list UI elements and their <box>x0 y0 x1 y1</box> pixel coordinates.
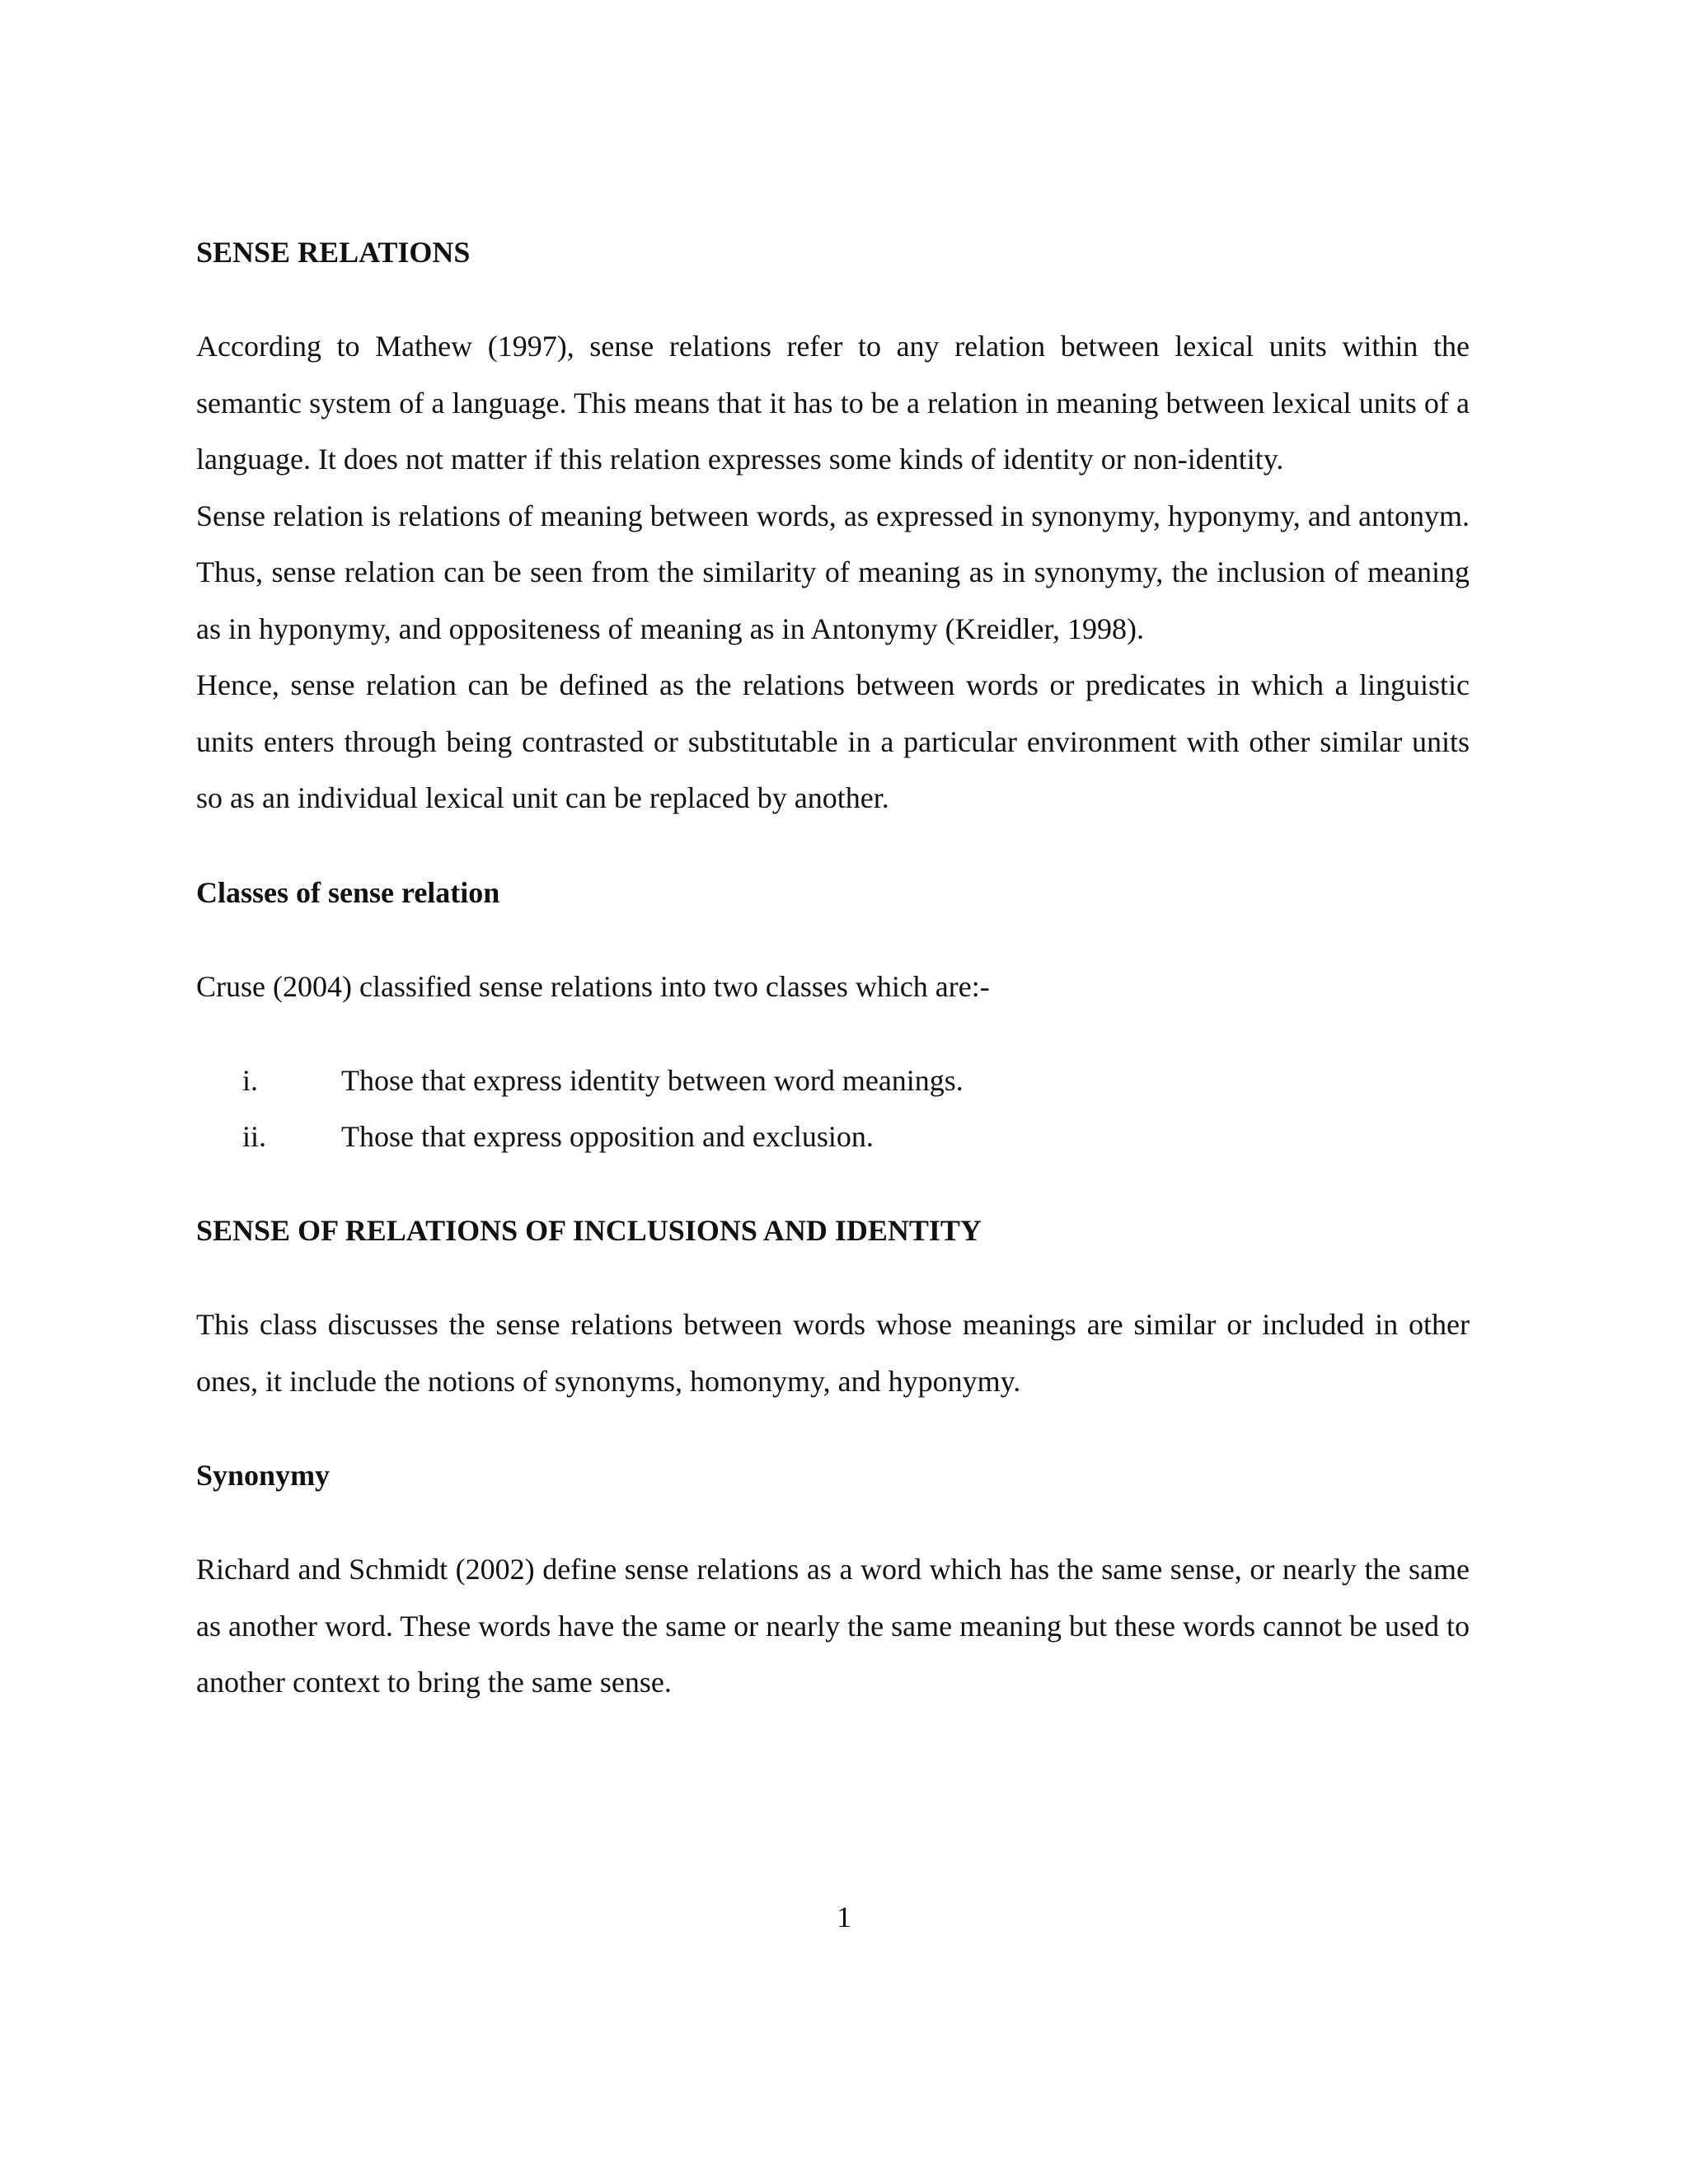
synonymy-heading: Synonymy <box>196 1459 331 1492</box>
synonymy-paragraph: Richard and Schmidt (2002) define sense relations as a word which has the same sense, or nearly the same as another word. These words have the same or nearly the same meaning but these words cannot be used to another context to bring the same sense. <box>196 1553 1470 1699</box>
spacer <box>196 280 1470 318</box>
list-marker: ii. <box>242 1120 267 1153</box>
spacer <box>196 827 1470 865</box>
list-item <box>196 1108 1470 1165</box>
spacer <box>196 1015 1470 1052</box>
list-item-text: Those that express opposition and exclusion. <box>341 1120 874 1153</box>
spacer <box>196 921 1470 958</box>
intro-paragraph-2: Sense relation is relations of meaning between words, as expressed in synonymy, hyponymy, and antonym. Thus, sense relation can be seen from the similarity of meaning as in synonymy, the inclusion of meaning as in hyponymy, and oppositeness of meaning as in Antonymy (Kreidler, 1998). <box>196 499 1470 645</box>
page-number: 1 <box>837 1900 851 1933</box>
spacer <box>196 1258 1470 1296</box>
spacer <box>196 1409 1470 1447</box>
list-item-text: Those that express identity between word meanings. <box>341 1064 964 1097</box>
list-item <box>196 1052 1470 1108</box>
document-body <box>196 224 1470 1711</box>
spacer <box>196 1503 1470 1541</box>
classes-list <box>196 1052 1470 1165</box>
list-marker: i. <box>242 1064 259 1097</box>
classes-intro: Cruse (2004) classified sense relations into two classes which are:- <box>196 969 990 1003</box>
main-heading: SENSE RELATIONS <box>196 236 471 269</box>
classes-heading: Classes of sense relation <box>196 875 500 909</box>
intro-paragraph-1: According to Mathew (1997), sense relations refer to any relation between lexical units within the semantic system of a language. This means that it has to be a relation in meaning between lexical units of a language. It does not matter if this relation expresses some kinds of identity or non-identity. <box>196 330 1470 476</box>
inclusion-paragraph: This class discusses the sense relations between words whose meanings are similar or included in other ones, it include the notions of synonyms, homonymy, and hyponymy. <box>196 1308 1470 1398</box>
intro-paragraph-3: Hence, sense relation can be defined as the relations between words or predicates in which a linguistic units enters through being contrasted or substitutable in a particular environment with other similar units so as an individual lexical unit can be replaced by another. <box>196 668 1470 814</box>
inclusion-heading: SENSE OF RELATIONS OF INCLUSIONS AND IDENTITY <box>196 1214 982 1247</box>
spacer <box>196 1165 1470 1202</box>
